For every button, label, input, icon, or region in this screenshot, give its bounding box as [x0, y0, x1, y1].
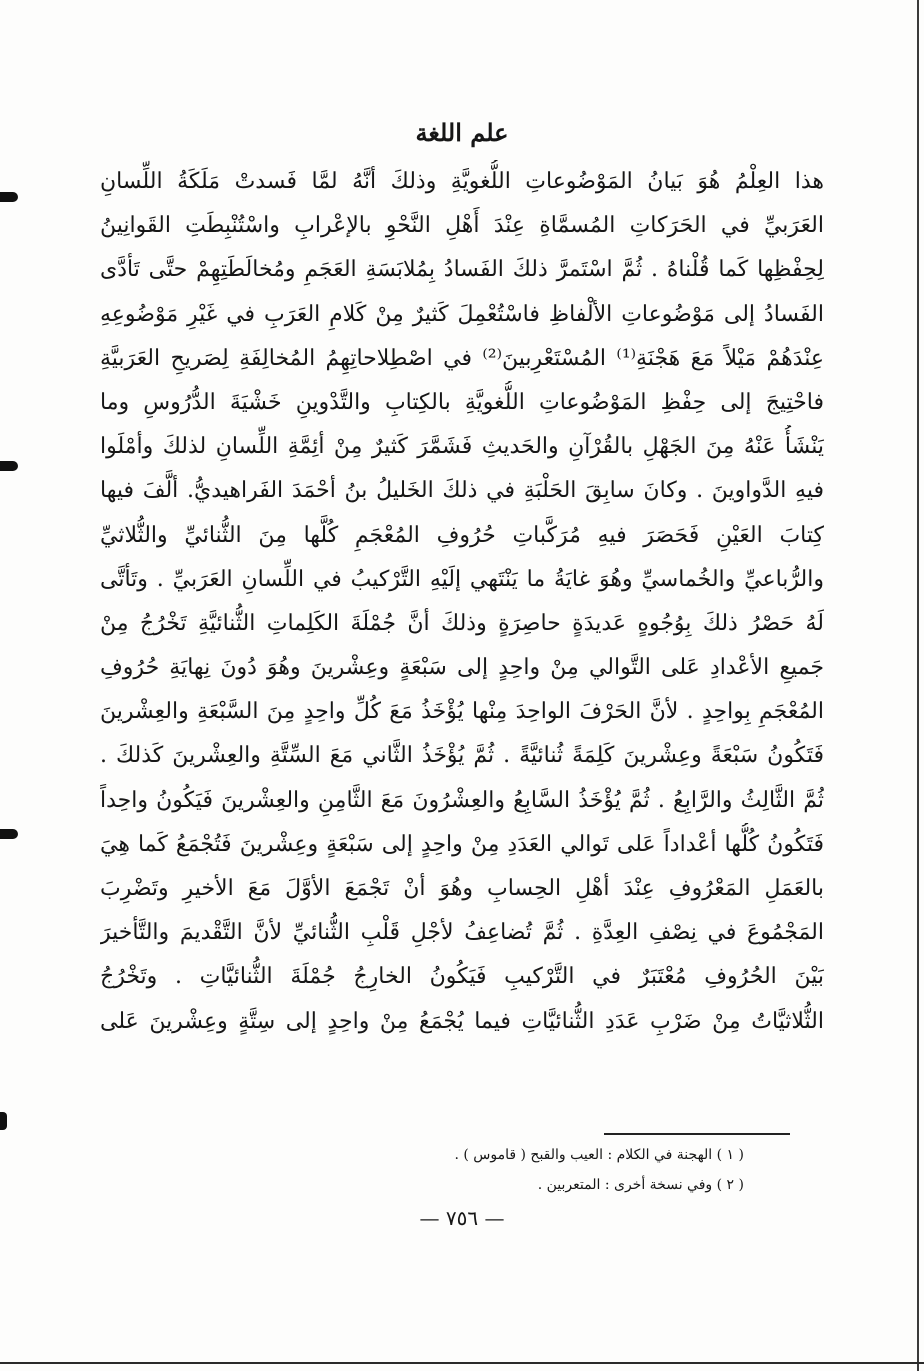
binding-mark	[0, 461, 18, 471]
page-number: — ٧٥٦ —	[419, 1206, 505, 1230]
text-line: بالعَمَلِ المَعْرُوفِ عِنْدَ أهْلِ الحِسابِ وهُوَ أنْ تَجْمَعَ الأوَّلَ مَعَ الأخيرِ وتَضْرِبَ	[100, 876, 824, 901]
text-line: الفَسادُ إلى مَوْضُوعاتِ الألْفاظِ فاسْتُعْمِلَ كَثيرٌ مِنْ كَلامِ العَرَبِ في غَيْرِ مَوْضُوعِهِ	[100, 301, 824, 327]
page-edge-bottom	[0, 1362, 924, 1364]
text-line: يَنْشَأُ عَنْهُ مِنَ الجَهْلِ بالقُرْآنِ والحَديثِ فَشَمَّرَ كَثيرٌ مِنْ أئِمَّةِ اللِّسانِ لذلكَ وأمْلَوا	[100, 434, 824, 460]
text-line: عِنْدَهُمْ مَيْلاً مَعَ هَجْنَةِ⁽¹⁾ المُسْتَعْرِبينَ⁽²⁾ في اصْطِلاحاتِهِمُ المُخالِفَةِ لِصَريحِ العَرَبيَّةِ	[100, 345, 824, 371]
footnote-divider	[604, 1133, 790, 1135]
chapter-title: علم اللغة	[415, 118, 509, 147]
text-line: لَهُ حَصْرُ ذلكَ بِوُجُوهٍ عَديدَةٍ حاصِرَةٍ وذلكَ أنَّ جُمْلَةَ الكَلِماتِ الثُّنائيَّةِ تَخْرُجُ مِنْ	[100, 610, 824, 636]
text-line: فاحْتِيجَ إلى حِفْظِ المَوْضُوعاتِ اللُّغويَّةِ بالكِتابِ والتَّدْوينِ خَشْيَةَ الدُّرُوسِ وما	[100, 389, 824, 415]
binding-mark	[0, 192, 18, 202]
text-line: هذا العِلْمُ هُوَ بَيانُ المَوْضُوعاتِ اللُّغويَّةِ وذلكَ أنَّهُ لمَّا فَسدتْ مَلَكَةُ اللِّسانِ	[100, 169, 824, 194]
binding-dot	[0, 1112, 7, 1130]
text-line: المَجْمُوعَ في نِصْفِ العِدَّةِ . ثُمَّ تُضاعِفُ لأجْلِ قَلْبِ الثُّنائيِّ لأنَّ التَّقْديمَ والتَّأخيرَ	[100, 920, 824, 946]
footnote-1: ( ١ ) الهجنة في الكلام : العيب والقبح ( قاموس ) .	[454, 1147, 744, 1163]
text-line: فَتَكُونُ سَبْعَةً وعِشْرينَ كَلِمَةً ثُنائيَّةً . ثُمَّ يُؤْخَذُ الثَّاني مَعَ السِّتَّةِ والعِشْرينَ كَذلكَ .	[100, 743, 824, 769]
text-line: العَرَبيِّ في الحَرَكاتِ المُسمَّاةِ عِنْدَ أَهْلِ النَّحْوِ بالإعْرابِ واسْتُنْبِطَتِ القَوانِينُ	[100, 213, 824, 239]
text-line: كِتابَ العَيْنِ فَحَصَرَ فيهِ مُرَكَّباتِ حُرُوفِ المُعْجَمِ كُلَّها مِنَ الثُّنائيِّ والثُّلاثيِّ	[100, 522, 824, 548]
text-line: بَيْنَ الحُرُوفِ مُعْتَبَرٌ في التَّرْكيبِ فَيَكُونُ الخارِجُ جُمْلَةَ الثُّنائيَّاتِ . وتَخْرُجُ	[100, 964, 824, 990]
text-line: ثُمَّ الثَّالِثُ والرَّابِعُ . ثُمَّ يُؤْخَذُ السَّابِعُ والعِشْرُونَ مَعَ الثَّامِنِ والعِشْرينَ فَيَكُونُ واحِداً	[100, 787, 824, 813]
page-edge-right	[917, 0, 919, 1371]
text-line: لِحِفْظِها كَما قُلْناهُ . ثُمَّ اسْتَمرَّ ذلكَ الفَسادُ بِمُلابَسَةِ العَجَمِ ومُخالَطَتِهِمْ حتَّى تَأدَّى	[100, 257, 824, 283]
binding-mark	[0, 829, 18, 839]
text-line: جَميعِ الأعْدادِ عَلى التَّوالي مِنْ واحِدٍ إلى سَبْعَةٍ وعِشْرينَ وهُوَ دُونَ نِهايَةِ حُرُوفِ	[100, 655, 824, 681]
footnotes	[300, 1140, 744, 1200]
text-line: فَتَكُونُ كُلُّها أعْداداً عَلى تَوالي العَدَدِ مِنْ واحِدٍ إلى سَبْعَةٍ وعِشْرينَ فَتُجْمَعُ كَما هِيَ	[100, 831, 824, 857]
text-line: والرُّباعيِّ والخُماسيِّ وهُوَ غايَةُ ما يَنْتَهي إلَيْهِ التَّرْكيبُ في اللِّسانِ العَرَبيِّ . وتَأتَّى	[100, 566, 824, 592]
body-text	[100, 160, 824, 1044]
text-line: المُعْجَمِ بِواحِدٍ . لأنَّ الحَرْفَ الواحِدَ مِنْها يُؤْخَذُ مَعَ كُلِّ واحِدٍ مِنَ السَّبْعَةِ والعِشْرينَ	[100, 699, 824, 725]
footnote-2: ( ٢ ) وفي نسخة أخرى : المتعربين .	[537, 1177, 744, 1193]
text-line: الثُّلاثيَّاتُ مِنْ ضَرْبِ عَدَدِ الثُّنائيَّاتِ فيما يُجْمَعُ مِنْ واحِدٍ إلى سِتَّةٍ وعِشْرينَ عَلى	[100, 1008, 824, 1034]
text-line: فيهِ الدَّواوينَ . وكانَ سابِقَ الحَلْبَةِ في ذلكَ الخَليلُ بنُ أحْمَدَ الفَراهيديُّ. ألَّفَ فيها	[100, 478, 824, 504]
